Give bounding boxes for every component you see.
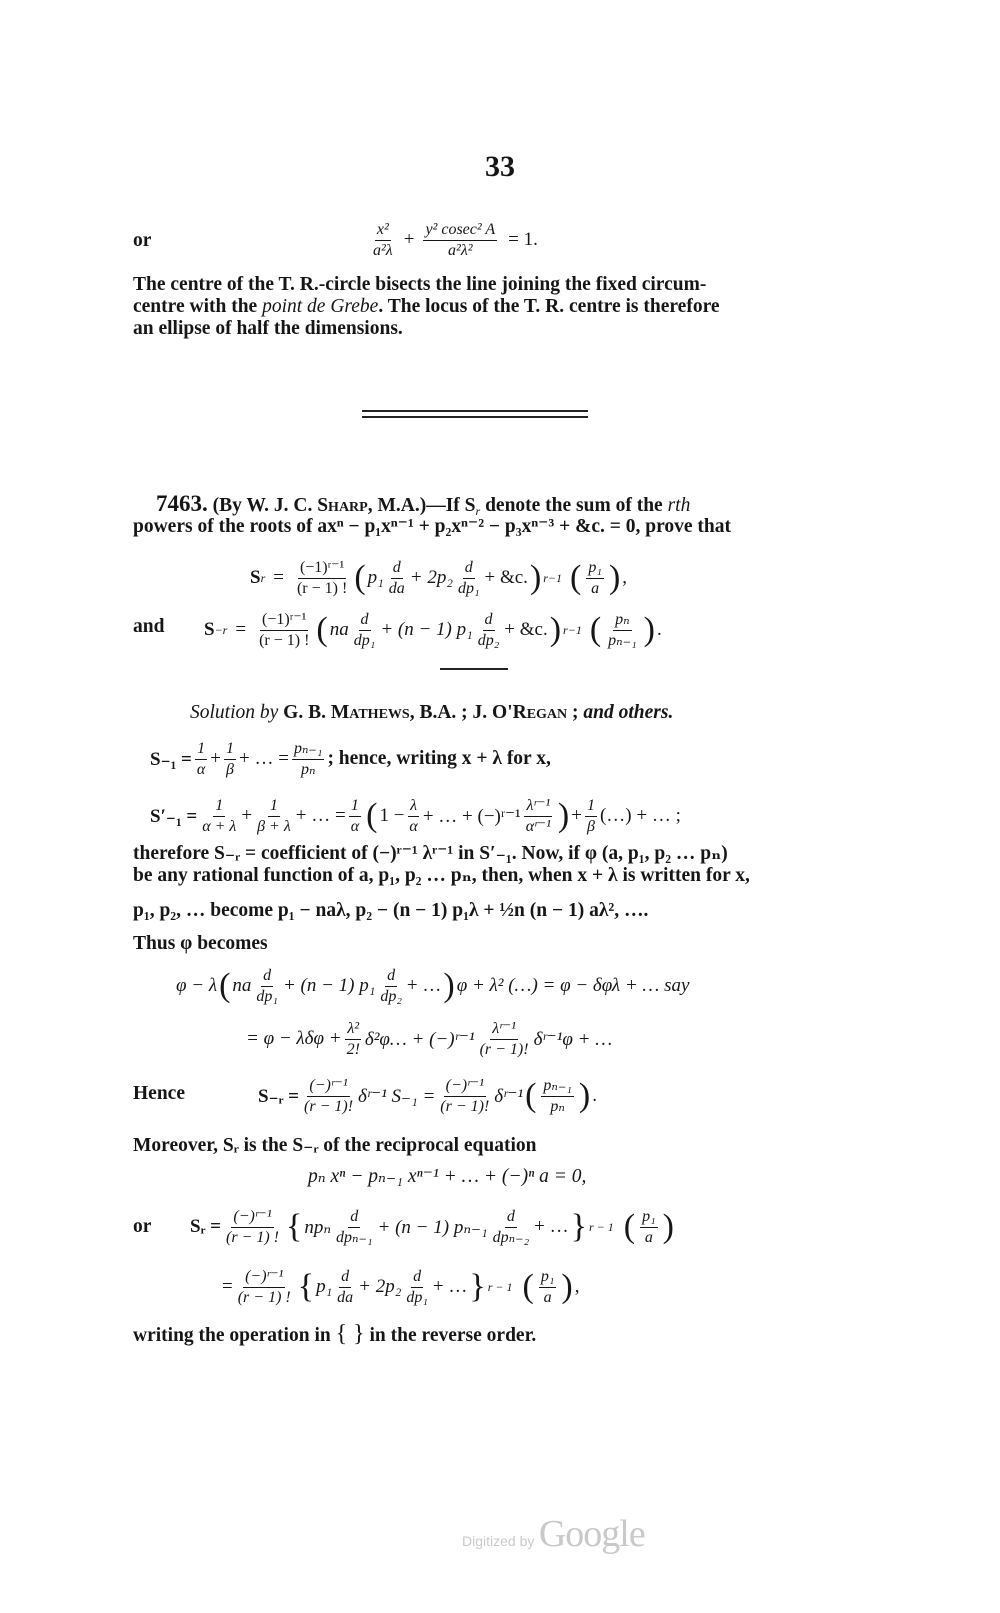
hence-label: Hence [133,1083,185,1104]
ellipse-equation: $\frac{\text{x²}}{\text{a²λ}}$ + $\frac{\text{y² cosec² A}}{\text{a²λ²}}$ = 1. [373,220,538,259]
double-rule-bottom [362,416,588,418]
sol-para-2: be any rational function of a, p₁, p₂ … pₙ, then, when x + λ is written for x, [133,865,750,886]
double-rule-top [362,410,588,412]
problem-number: 7463. [156,491,208,516]
para-line-2: centre with the point de Grebe. The locus of the T. R. centre is therefore [133,296,720,317]
sol-para-3: p₁, p₂, … become p₁ − naλ, p₂ − (n − 1) p₁λ + ½n (n − 1) aλ², …. [133,900,649,921]
google-logo: Google [538,1513,645,1555]
hence-equation: S₋ᵣ = $\frac{\text{(−)ʳ⁻¹}}{(r - 1)!}$ δʳ⁻¹ S₋₁ = $\frac{\text{(−)ʳ⁻¹}}{(r - 1)!}$ δʳ⁻¹ ( $\frac{\text{pₙ₋₁}}{\text{pₙ}}$ ) . [258,1076,597,1115]
or-label: or [133,1216,152,1237]
digitized-by-google-watermark: Digitized by Google [462,1513,645,1555]
page-number: 33 [485,150,515,183]
sol-para-1: therefore S₋ᵣ = coefficient of (−)ʳ⁻¹ λʳ⁻¹ in S′₋₁. Now, if φ (a, p₁, p₂ … pₙ) [133,843,728,864]
sol-para-5: Moreover, Sᵣ is the S₋ᵣ of the reciprocal equation [133,1135,537,1156]
solution-heading: Solution by G. B. Mathews, B.A. ; J. O'Regan ; and others. [190,702,674,723]
eq-Sr: S r = $\frac{\text{(−1)ʳ⁻¹}}{(r - 1) !}$ ( p₁ $\frac{d}{da}$ + 2p₂ $\frac{d}{\text{dp₁}}$ + &c. ) r−1 ( $\frac{\text{p₁}}{a}$ ) , [250,558,628,597]
para-line-1: The centre of the T. R.-circle bisects the line joining the fixed circum- [133,274,707,295]
or-label-top: or [133,230,152,251]
sol-last-line: writing the operation in { } in the reverse order. [133,1321,537,1347]
phi-line-1: φ − λ ( na $\frac{d}{\text{dp₁}}$ + (n − 1) p₁ $\frac{d}{\text{dp₂}}$ + … ) φ + λ² (…) = φ − δφλ + … say [176,966,690,1005]
reciprocal-equation: pₙ xⁿ − pₙ₋₁ xⁿ⁻¹ + … + (−)ⁿ a = 0, [308,1166,587,1187]
phi-line-2: = φ − λδφ + $\frac{\text{λ²}}{2!}$ δ²φ… + (−)ʳ⁻¹ $\frac{\text{λʳ⁻¹}}{(r - 1)!}$ δʳ⁻¹φ + … [246,1019,613,1058]
problem-line-1: 7463. (By W. J. C. Sharp, M.A.)—If $S_r$ denote the sum of the rth [156,491,691,518]
problem-line-2: powers of the roots of axⁿ − p₁xⁿ⁻¹ + p₂xⁿ⁻² − p₃xⁿ⁻³ + &c. = 0, prove that [133,516,732,537]
or-equation-1: Sᵣ = $\frac{\text{(−)ʳ⁻¹}}{(r - 1) !}$ { npₙ $\frac{d}{\text{dpₙ₋₁}}$ + (n − 1) pₙ₋₁ $\frac{d}{\text{dpₙ₋₂}}$ + … } r − 1 ( $\frac{\text{p₁}}{a}$ ) [190,1207,674,1246]
short-rule [440,668,508,670]
or-equation-2: = $\frac{\text{(−)ʳ⁻¹}}{(r - 1) !}$ { p₁ $\frac{d}{da}$ + 2p₂ $\frac{d}{\text{dp₁}}$ + … } r − 1 ( $\frac{\text{p₁}}{a}$ ) , [222,1267,580,1306]
sol-line-1: S₋₁ = $\frac{1}{\alpha}$ + $\frac{1}{\beta}$ + … = $\frac{\text{pₙ₋₁}}{\text{pₙ}}$ ; hence, writing x + λ for x, [150,739,551,778]
and-label: and [133,616,165,637]
sol-para-4: Thus φ becomes [133,933,268,954]
para-line-3: an ellipse of half the dimensions. [133,318,403,339]
sol-line-2: S′₋₁ = $\frac{1}{\alpha + \lambda}$ + $\frac{1}{\beta + \lambda}$ + … = $\frac{1}{\alpha}$ ( 1 − $\frac{\lambda}{\alpha}$ + … + (−)ʳ⁻¹ $\frac{\text{λʳ⁻¹}}{\text{αʳ⁻¹}}$ ) + $\frac{1}{\beta}$ (…) + … ; [150,796,681,835]
eq-S-minus-r: S −r = $\frac{\text{(−1)ʳ⁻¹}}{(r - 1) !}$ ( na $\frac{d}{\text{dp₁}}$ + (n − 1) p₁ $\frac{d}{\text{dp₂}}$ + &c. ) r−1 ( $\frac{\text{pₙ}}{\text{pₙ₋₁}}$ ) . [204,610,662,649]
